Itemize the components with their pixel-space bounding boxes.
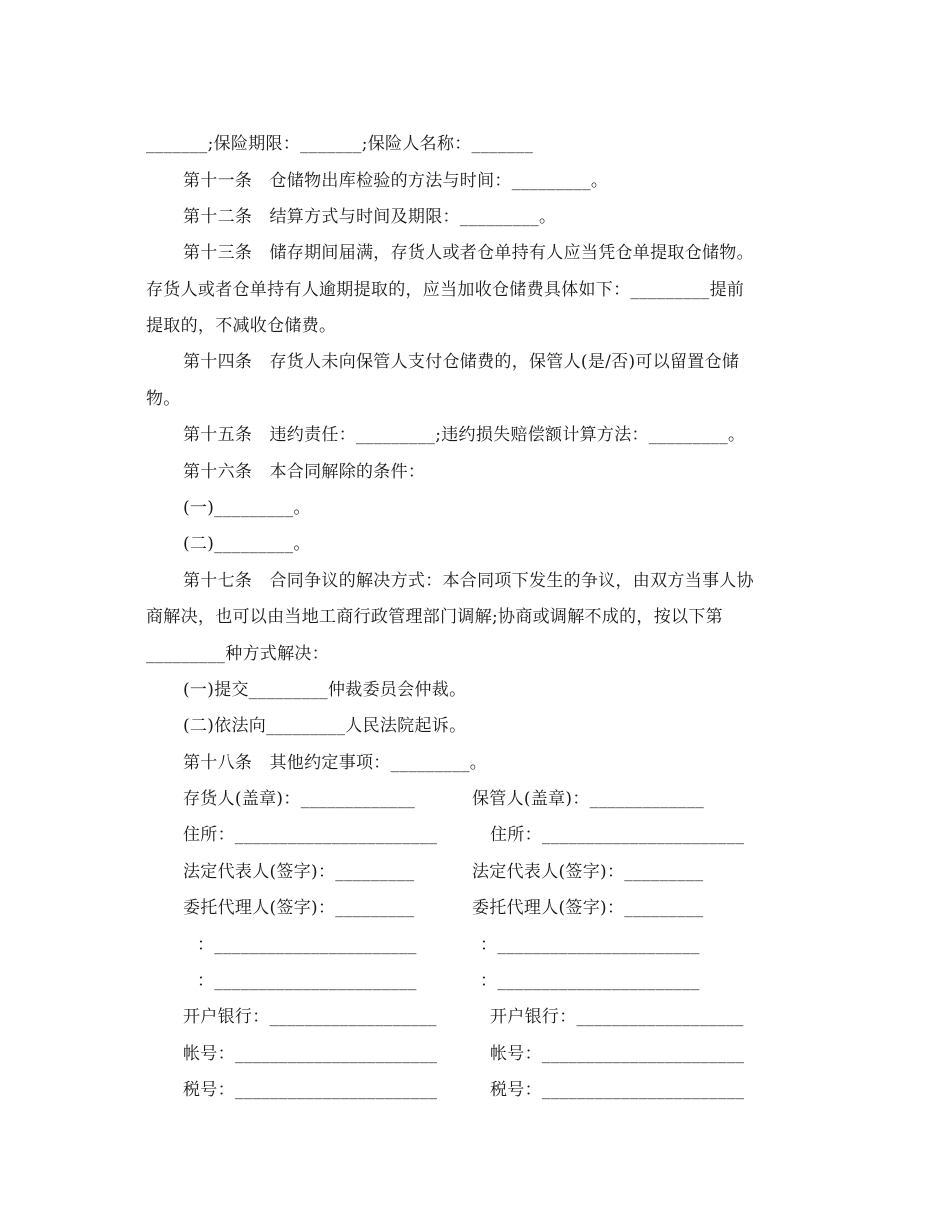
clause-14-line-1: 第十四条 存货人未向保管人支付仓储费的，保管人(是/否)可以留置仓储 [183,352,740,372]
clause-17-line-1: 第十七条 合同争议的解决方式：本合同项下发生的争议，由双方当事人协 [183,571,754,591]
clause-17-option-2: (二)依法向_________人民法院起诉。 [183,716,467,736]
clause-12: 第十二条 结算方式与时间及期限：_________。 [183,207,557,227]
keeper-legal-rep-field: 法定代表人(签字)：_________ [472,862,704,882]
clause-16: 第十六条 本合同解除的条件： [183,462,426,482]
storer-tax-id-field: 税号：_______________________ [183,1080,438,1100]
storer-legal-rep-field: 法定代表人(签字)：_________ [183,862,415,882]
clause-16-item-2: (二)_________。 [183,534,311,554]
clause-17-line-3: _________种方式解决： [146,644,329,664]
clause-17-option-1: (一)提交_________仲裁委员会仲裁。 [183,680,467,700]
storer-address-field: 住所：_______________________ [183,825,438,845]
clause-13-line-3: 提取的，不减收仓储费。 [146,316,337,336]
clause-18: 第十八条 其他约定事项：_________。 [183,753,488,773]
storer-seal-field: 存货人(盖章)：_____________ [183,789,416,809]
keeper-phone-field: ：_______________________ [480,935,700,955]
insurance-terms-line: _______;保险期限：_______;保险人名称：_______ [146,134,534,154]
keeper-seal-field: 保管人(盖章)：_____________ [472,789,705,809]
keeper-address-field: 住所：_______________________ [490,825,745,845]
storer-account-field: 帐号：_______________________ [183,1044,438,1064]
clause-13-line-1: 第十三条 储存期间届满，存货人或者仓单持有人应当凭仓单提取仓储物。 [183,243,754,263]
storer-phone-field: ：_______________________ [197,935,417,955]
keeper-account-field: 帐号：_______________________ [490,1044,745,1064]
clause-16-item-1: (一)_________。 [183,498,311,518]
clause-14-line-2: 物。 [146,389,181,409]
clause-13-line-2: 存货人或者仓单持有人逾期提取的，应当加收仓储费具体如下：_________提前 [146,280,745,300]
clause-15: 第十五条 违约责任：_________;违约损失赔偿额计算方法：_________。 [183,425,746,445]
keeper-fax-field: ：_______________________ [480,971,700,991]
keeper-agent-field: 委托代理人(签字)：_________ [472,898,704,918]
storer-agent-field: 委托代理人(签字)：_________ [183,898,415,918]
storer-fax-field: ：_______________________ [197,971,417,991]
keeper-bank-field: 开户银行：___________________ [490,1007,744,1027]
storer-bank-field: 开户银行：___________________ [183,1007,437,1027]
keeper-tax-id-field: 税号：_______________________ [490,1080,745,1100]
clause-17-line-2: 商解决，也可以由当地工商行政管理部门调解;协商或调解不成的，按以下第 [146,607,723,627]
clause-11: 第十一条 仓储物出库检验的方法与时间：_________。 [183,171,609,191]
